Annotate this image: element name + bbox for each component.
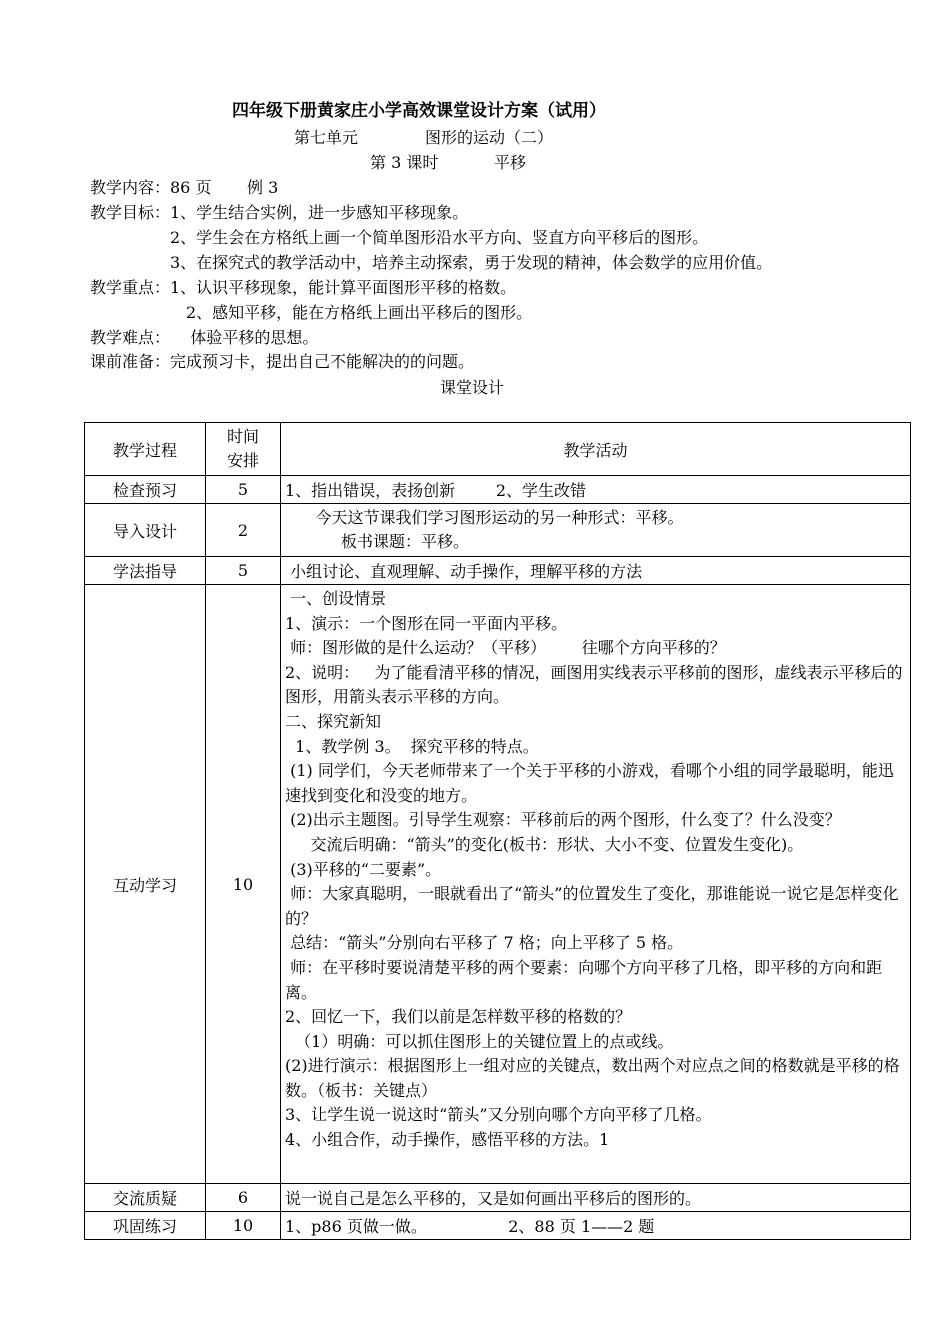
unit-label: 第七单元 [294, 128, 359, 147]
activity-line: (2)进行演示：根据图形上一组对应的关键点，数出两个对应点之间的格数就是平移的格数。（板书：关键点） [285, 1056, 900, 1100]
activity-line: 小组讨论、直观理解、动手操作，理解平移的方法 [285, 562, 643, 581]
header-time-line2: 安排 [226, 451, 259, 470]
lesson-topic: 平移 [494, 153, 527, 172]
teaching-key-1: 教学重点：1、认识平移现象，能计算平面图形平移的格数。 [90, 278, 517, 297]
table-row [85, 476, 911, 504]
activity-line: 总结：“箭头”分别向右平移了 7 格；向上平移了 5 格。 [285, 933, 684, 953]
row-activity [281, 1184, 911, 1212]
page-title: 四年级下册黄家庄小学高效课堂设计方案（试用） [232, 101, 606, 121]
table-row [85, 1184, 911, 1212]
row-time: 10 [206, 1212, 281, 1240]
section-title: 课堂设计 [440, 378, 505, 397]
activity-line: 2、回忆一下，我们以前是怎样数平移的格数的？ [285, 1007, 632, 1027]
header-process: 教学过程 [85, 423, 206, 476]
activity-line: 1、教学例 3。 探究平移的特点。 [285, 736, 539, 756]
row-time: 10 [206, 585, 281, 1184]
row-time: 5 [206, 476, 281, 504]
lesson-label: 第 3 课时 [370, 153, 439, 172]
activity-line: 1、指出错误，表扬创新 2、学生改错 [285, 481, 587, 500]
activity-line: 一、创设情景 [285, 589, 387, 608]
teaching-difficulty: 教学难点： 体验平移的思想。 [90, 328, 319, 347]
table-row [85, 1212, 911, 1240]
row-activity [281, 1212, 911, 1240]
activity-line: (3)平移的“二要素”。 [285, 859, 442, 879]
activity-line: 交流后明确：“箭头”的变化(板书：形状、大小不变、位置发生变化)。 [285, 834, 804, 854]
lesson-table [84, 422, 911, 1240]
row-process: 检查预习 [85, 476, 206, 504]
activity-line: (2)出示主题图。引导学生观察：平移前后的两个图形，什么变了？什么没变？ [285, 810, 841, 830]
header-time-line1: 时间 [226, 427, 259, 446]
activity-line: 1、演示：一个图形在同一平面内平移。 [285, 613, 568, 633]
row-activity [281, 585, 911, 1184]
activity-line: 2、说明： 为了能看清平移的情况，画图用实线表示平移前的图形，虚线表示平移后的图形，用箭头表示平移的方向。 [285, 662, 903, 707]
teaching-goal-2: 2、学生会在方格纸上画一个简单图形沿水平方向、竖直方向平移后的图形。 [170, 228, 709, 247]
activity-line: (1) 同学们，今天老师带来了一个关于平移的小游戏，看哪个小组的同学最聪明，能迅速找到变化和没变的地方。 [285, 761, 894, 805]
activity-line: 板书课题：平移。 [285, 532, 469, 551]
row-activity [281, 504, 911, 557]
activity-line: 3、让学生说一说这时“箭头”又分别向哪个方向平移了几格。 [285, 1105, 712, 1125]
row-activity [281, 476, 911, 504]
activity-line: 4、小组合作，动手操作，感悟平移的方法。1 [285, 1130, 610, 1150]
activity-line: 师：图形做的是什么运动？（平移） 往哪个方向平移的？ [285, 638, 726, 658]
teaching-goal-3: 3、在探究式的教学活动中，培养主动探索，勇于发现的精神，体会数学的应用价值。 [170, 253, 773, 272]
row-activity [281, 557, 911, 585]
activity-line: 师：在平移时要说清楚平移的两个要素：向哪个方向平移了几格，即平移的方向和距离。 [285, 957, 883, 1002]
row-time: 6 [206, 1184, 281, 1212]
teaching-goal-1: 教学目标：1、学生结合实例，进一步感知平移现象。 [90, 203, 469, 222]
table-row [85, 504, 911, 557]
activity-line: 二、探究新知 [285, 711, 382, 731]
row-process: 导入设计 [85, 504, 206, 557]
row-process: 交流质疑 [85, 1184, 206, 1212]
table-row [85, 585, 911, 1184]
activity-line: 说一说自己是怎么平移的，又是如何画出平移后的图形的。 [285, 1189, 702, 1208]
row-process: 互动学习 [85, 585, 206, 1184]
pre-class-prep: 课前准备：完成预习卡，提出自己不能解决的的问题。 [90, 352, 475, 371]
row-time: 5 [206, 557, 281, 585]
table-header-row [85, 423, 911, 476]
header-time [206, 423, 281, 476]
row-process: 学法指导 [85, 557, 206, 585]
table-row [85, 557, 911, 585]
activity-line: （1）明确：可以抓住图形上的关键位置上的点或线。 [285, 1031, 674, 1051]
row-time: 2 [206, 504, 281, 557]
row-process: 巩固练习 [85, 1212, 206, 1240]
activity-line: 1、p86 页做一做。 2、88 页 1——2 题 [285, 1217, 655, 1236]
teaching-key-2: 2、感知平移，能在方格纸上画出平移后的图形。 [186, 303, 533, 322]
teaching-content: 教学内容：86 页 例 3 [90, 178, 279, 197]
header-activity: 教学活动 [281, 423, 911, 476]
activity-line: 今天这节课我们学习图形运动的另一种形式：平移。 [285, 508, 684, 527]
unit-topic: 图形的运动（二） [425, 128, 554, 147]
activity-line: 师：大家真聪明，一眼就看出了“箭头”的位置发生了变化，那谁能说一说它是怎样变化的？ [285, 884, 899, 928]
